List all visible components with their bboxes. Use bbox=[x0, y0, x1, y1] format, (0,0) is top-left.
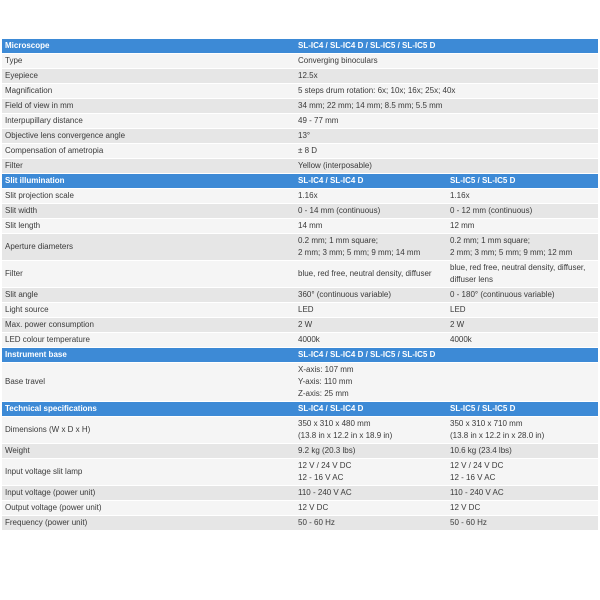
spec-value-ic4 bbox=[295, 288, 447, 303]
spec-value-ic5-line: 0 - 12 mm (continuous) bbox=[450, 206, 533, 215]
spec-value-ic5 bbox=[447, 333, 598, 348]
spec-value-ic5 bbox=[447, 303, 598, 318]
spec-value-ic5-line: (13.8 in x 12.2 in x 28.0 in) bbox=[450, 431, 545, 440]
spec-value-ic5-line: LED bbox=[450, 305, 466, 314]
spec-row bbox=[2, 261, 598, 288]
spec-value-ic4 bbox=[295, 204, 447, 219]
spec-value-ic4 bbox=[295, 501, 447, 516]
spec-label: Aperture diameters bbox=[2, 234, 295, 261]
spec-label: Filter bbox=[2, 261, 295, 288]
spec-label: Magnification bbox=[2, 84, 295, 99]
spec-label: Weight bbox=[2, 444, 295, 459]
spec-value-line: Y-axis: 110 mm bbox=[298, 377, 353, 386]
spec-row bbox=[2, 114, 598, 129]
spec-label: Output voltage (power unit) bbox=[2, 501, 295, 516]
spec-label: Eyepiece bbox=[2, 69, 295, 84]
spec-label: Type bbox=[2, 54, 295, 69]
spec-row bbox=[2, 516, 598, 531]
spec-row bbox=[2, 99, 598, 114]
spec-value-ic5-line: 4000k bbox=[450, 335, 472, 344]
spec-value-ic4-line: LED bbox=[298, 305, 314, 314]
spec-value-ic4-line: 110 - 240 V AC bbox=[298, 488, 352, 497]
spec-value-ic4 bbox=[295, 219, 447, 234]
spec-value-ic5-line: 2 W bbox=[450, 320, 465, 329]
spec-value-ic5 bbox=[447, 501, 598, 516]
spec-row bbox=[2, 417, 598, 444]
spec-value-ic4-line: (13.8 in x 12.2 in x 18.9 in) bbox=[298, 431, 393, 440]
spec-row bbox=[2, 189, 598, 204]
section-header-base bbox=[2, 348, 598, 363]
spec-value-ic4 bbox=[295, 417, 447, 444]
spec-value-ic5 bbox=[447, 318, 598, 333]
spec-table bbox=[2, 39, 598, 531]
spec-value-ic5-line: diffuser lens bbox=[450, 275, 493, 284]
spec-value-ic5-line: 0 - 180° (continuous variable) bbox=[450, 290, 555, 299]
spec-value-ic4 bbox=[295, 459, 447, 486]
spec-value-line: X-axis: 107 mm bbox=[298, 365, 354, 374]
spec-value-ic4 bbox=[295, 486, 447, 501]
spec-label: Max. power consumption bbox=[2, 318, 295, 333]
spec-row bbox=[2, 69, 598, 84]
spec-value-ic4-line: 2 mm; 3 mm; 5 mm; 9 mm; 14 mm bbox=[298, 248, 421, 257]
section-title: Microscope bbox=[2, 39, 295, 54]
spec-value: ± 8 D bbox=[295, 144, 598, 159]
spec-row bbox=[2, 303, 598, 318]
spec-value-ic4-line: 1.16x bbox=[298, 191, 318, 200]
section-model-heading: SL-IC4 / SL-IC4 D bbox=[295, 174, 447, 189]
spec-value-ic4 bbox=[295, 261, 447, 288]
section-model-heading: SL-IC4 / SL-IC4 D / SL-IC5 / SL-IC5 D bbox=[295, 39, 598, 54]
section-title: Technical specifications bbox=[2, 402, 295, 417]
spec-value-ic5-line: 12 V / 24 V DC bbox=[450, 461, 504, 470]
spec-label: Dimensions (W x D x H) bbox=[2, 417, 295, 444]
spec-value-ic5 bbox=[447, 288, 598, 303]
spec-value-ic5-line: 12 mm bbox=[450, 221, 475, 230]
spec-value-ic4 bbox=[295, 234, 447, 261]
spec-value-ic5 bbox=[447, 234, 598, 261]
spec-value-ic4-line: 4000k bbox=[298, 335, 320, 344]
spec-value-ic5-line: 12 - 16 V AC bbox=[450, 473, 496, 482]
spec-row bbox=[2, 54, 598, 69]
spec-row bbox=[2, 234, 598, 261]
section-model-heading: SL-IC5 / SL-IC5 D bbox=[447, 402, 598, 417]
spec-value-ic5 bbox=[447, 516, 598, 531]
spec-row bbox=[2, 333, 598, 348]
spec-value-ic4-line: 12 V DC bbox=[298, 503, 329, 512]
spec-value: 49 - 77 mm bbox=[295, 114, 598, 129]
spec-value-ic5-line: 50 - 60 Hz bbox=[450, 518, 487, 527]
spec-value: Yellow (interposable) bbox=[295, 159, 598, 174]
spec-value-ic4-line: 14 mm bbox=[298, 221, 323, 230]
spec-value-line: Z-axis: 25 mm bbox=[298, 389, 349, 398]
spec-value: 5 steps drum rotation: 6x; 10x; 16x; 25x; 40x bbox=[295, 84, 598, 99]
section-header-microscope bbox=[2, 39, 598, 54]
spec-label: Compensation of ametropia bbox=[2, 144, 295, 159]
spec-label: Slit width bbox=[2, 204, 295, 219]
spec-value-ic5 bbox=[447, 219, 598, 234]
spec-label: Field of view in mm bbox=[2, 99, 295, 114]
spec-value-ic4-line: blue, red free, neutral density, diffuser bbox=[298, 269, 432, 278]
spec-value-ic5 bbox=[447, 204, 598, 219]
spec-label: Base travel bbox=[2, 363, 295, 402]
spec-value-ic5 bbox=[447, 189, 598, 204]
spec-value-ic5 bbox=[447, 486, 598, 501]
spec-row bbox=[2, 84, 598, 99]
spec-value-ic5-line: blue, red free, neutral density, diffuser, bbox=[450, 263, 586, 272]
spec-value-ic5-line: 0.2 mm; 1 mm square; bbox=[450, 236, 531, 245]
section-title: Instrument base bbox=[2, 348, 295, 363]
spec-label: Frequency (power unit) bbox=[2, 516, 295, 531]
spec-row bbox=[2, 129, 598, 144]
spec-value: 13° bbox=[295, 129, 598, 144]
spec-table-body bbox=[2, 39, 598, 531]
spec-label: Slit projection scale bbox=[2, 189, 295, 204]
spec-value: 34 mm; 22 mm; 14 mm; 8.5 mm; 5.5 mm bbox=[295, 99, 598, 114]
spec-row bbox=[2, 318, 598, 333]
spec-value-ic5-line: 10.6 kg (23.4 lbs) bbox=[450, 446, 512, 455]
spec-label: Light source bbox=[2, 303, 295, 318]
spec-value-ic4-line: 350 x 310 x 480 mm bbox=[298, 419, 371, 428]
spec-value-ic4 bbox=[295, 333, 447, 348]
spec-row bbox=[2, 204, 598, 219]
spec-row bbox=[2, 486, 598, 501]
spec-value-ic4-line: 12 - 16 V AC bbox=[298, 473, 344, 482]
spec-label: Slit length bbox=[2, 219, 295, 234]
spec-value-ic5 bbox=[447, 444, 598, 459]
spec-row bbox=[2, 288, 598, 303]
section-model-heading: SL-IC4 / SL-IC4 D bbox=[295, 402, 447, 417]
spec-value-ic4 bbox=[295, 516, 447, 531]
spec-value-ic4-line: 9.2 kg (20.3 lbs) bbox=[298, 446, 356, 455]
spec-row bbox=[2, 144, 598, 159]
spec-value-ic4-line: 2 W bbox=[298, 320, 313, 329]
spec-label: Objective lens convergence angle bbox=[2, 129, 295, 144]
spec-row bbox=[2, 363, 598, 402]
spec-row bbox=[2, 219, 598, 234]
spec-label: Input voltage (power unit) bbox=[2, 486, 295, 501]
spec-value-ic5 bbox=[447, 417, 598, 444]
spec-label: Filter bbox=[2, 159, 295, 174]
section-header-slit bbox=[2, 174, 598, 189]
spec-value-ic4 bbox=[295, 189, 447, 204]
spec-value bbox=[295, 363, 598, 402]
section-title: Slit illumination bbox=[2, 174, 295, 189]
section-header-tech bbox=[2, 402, 598, 417]
spec-label: Slit angle bbox=[2, 288, 295, 303]
spec-value-ic5-line: 12 V DC bbox=[450, 503, 481, 512]
spec-row bbox=[2, 459, 598, 486]
spec-value-ic5-line: 110 - 240 V AC bbox=[450, 488, 504, 497]
section-model-heading: SL-IC5 / SL-IC5 D bbox=[447, 174, 598, 189]
spec-value-ic4 bbox=[295, 318, 447, 333]
spec-label: LED colour temperature bbox=[2, 333, 295, 348]
spec-label: Input voltage slit lamp bbox=[2, 459, 295, 486]
spec-value-ic4-line: 12 V / 24 V DC bbox=[298, 461, 352, 470]
spec-value-ic5-line: 1.16x bbox=[450, 191, 470, 200]
spec-value-ic4-line: 0.2 mm; 1 mm square; bbox=[298, 236, 379, 245]
spec-label: Interpupillary distance bbox=[2, 114, 295, 129]
spec-value-ic4-line: 360° (continuous variable) bbox=[298, 290, 392, 299]
spec-value: Converging binoculars bbox=[295, 54, 598, 69]
section-model-heading: SL-IC4 / SL-IC4 D / SL-IC5 / SL-IC5 D bbox=[295, 348, 598, 363]
spec-value-ic4-line: 50 - 60 Hz bbox=[298, 518, 335, 527]
spec-value-ic4 bbox=[295, 444, 447, 459]
spec-value-ic4 bbox=[295, 303, 447, 318]
spec-row bbox=[2, 444, 598, 459]
spec-value-ic5-line: 350 x 310 x 710 mm bbox=[450, 419, 523, 428]
spec-value-ic5-line: 2 mm; 3 mm; 5 mm; 9 mm; 12 mm bbox=[450, 248, 573, 257]
spec-value-ic4-line: 0 - 14 mm (continuous) bbox=[298, 206, 381, 215]
spec-value-ic5 bbox=[447, 261, 598, 288]
spec-row bbox=[2, 159, 598, 174]
spec-value: 12.5x bbox=[295, 69, 598, 84]
spec-row bbox=[2, 501, 598, 516]
spec-value-ic5 bbox=[447, 459, 598, 486]
